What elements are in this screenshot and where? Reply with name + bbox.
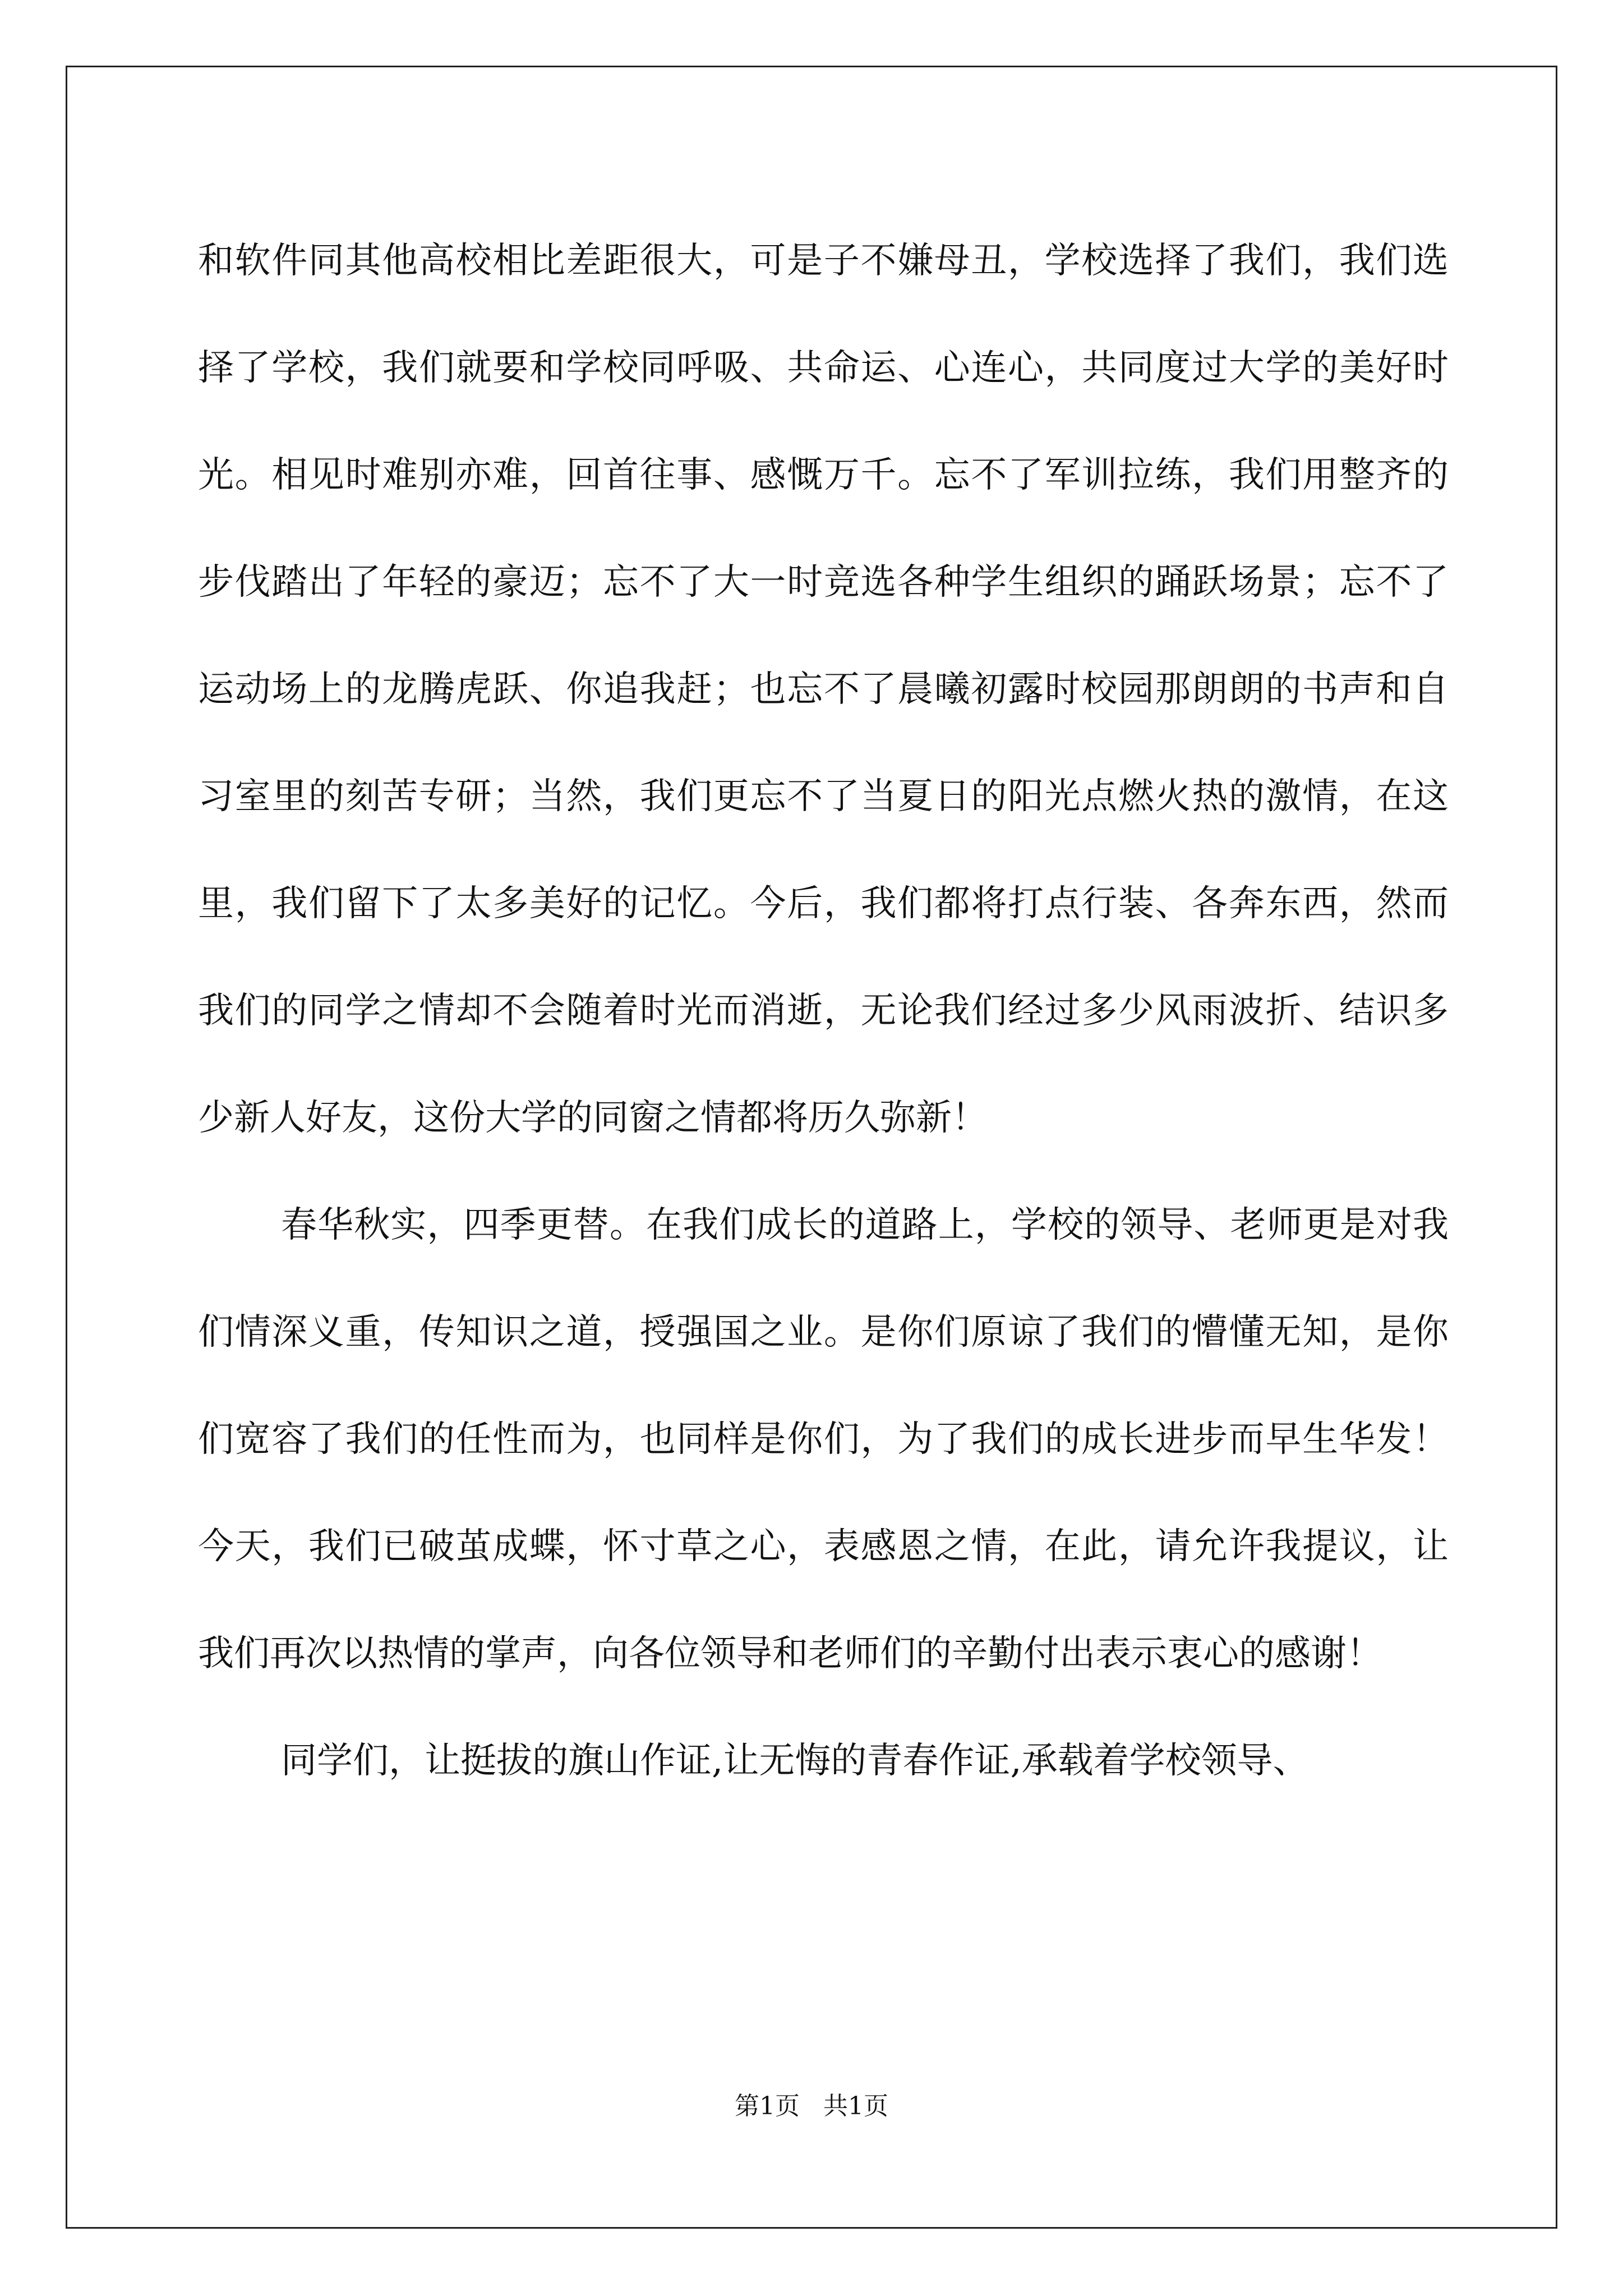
paragraph-1: 和软件同其他高校相比差距很大，可是子不嫌母丑，学校选择了我们，我们选择了学校，我们就要和学校同呼吸、共命运、心连心，共同度过大学的美好时光。相见时难别亦难，回首往事、感慨万千。忘不了军训拉练，我们用整齐的步伐踏出了年轻的豪迈；忘不了大一时竞选各种学生组织的踊跃场景；忘不了运动场上的龙腾虎跃、你追我赶；也忘不了晨曦初露时校园那朗朗的书声和自习室里的刻苦专研；当然，我们更忘不了当夏日的阳光点燃火热的激情，在这里，我们留下了太多美好的记忆。今后，我们都将打点行装、各奔东西，然而我们的同学之情却不会随着时光而消逝，无论我们经过多少风雨波折、结识多少新人好友，这份大学的同窗之情都将历久弥新！: [198, 240, 1449, 1139]
document-body: [198, 208, 1449, 1815]
paragraph-3: 同学们，让挺拔的旗山作证,让无悔的青春作证,承载着学校领导、: [281, 1740, 1309, 1782]
paragraph-2: 春华秋实，四季更替。在我们成长的道路上，学校的领导、老师更是对我们情深义重，传知识之道，授强国之业。是你们原谅了我们的懵懂无知，是你们宽容了我们的任性而为，也同样是你们，为了我们的成长进步而早生华发！今天，我们已破茧成蝶，怀寸草之心，表感恩之情，在此，请允许我提议，让我们再次以热情的掌声，向各位领导和老师们的辛勤付出表示衷心的感谢！: [198, 1204, 1449, 1674]
page-number-footer: 第1页 共1页: [735, 2092, 888, 2120]
